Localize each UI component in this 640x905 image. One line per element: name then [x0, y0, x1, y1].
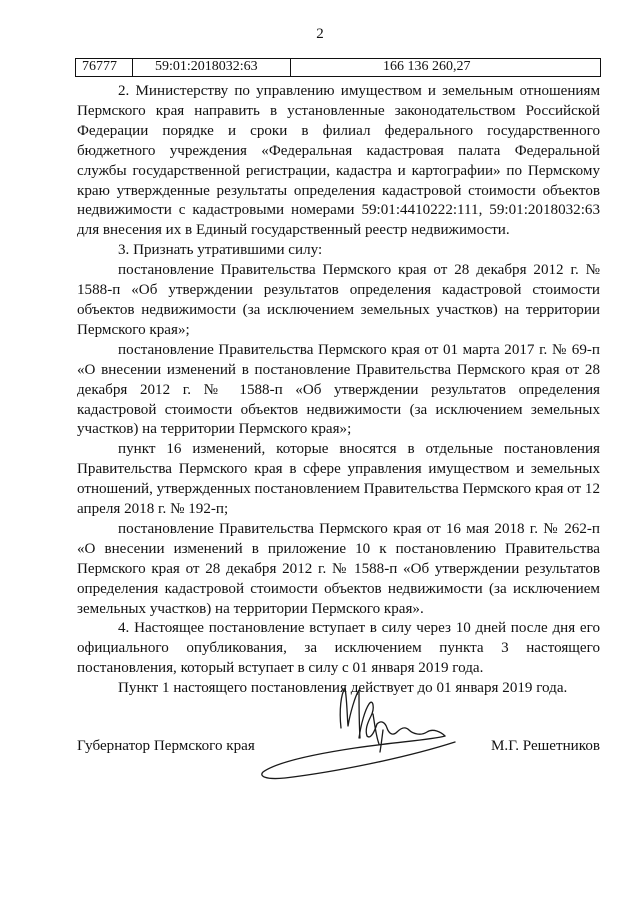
signature-block [77, 738, 600, 758]
handwritten-signature [255, 680, 515, 788]
table-cell-cadastral-number: 59:01:2018032:63 [133, 59, 291, 76]
signer-name: М.Г. Решетников [491, 738, 600, 754]
table-cell-number: 76777 [76, 59, 133, 76]
repealed-act-2: постановление Правительства Пермского края от 01 марта 2017 г. № 69-п «О внесении изменений в постановление Правительства Пермского края от 28 декабря 2012 г. № 1588-п «Об утверждении результатов определения кадастровой стоимости объектов недвижимости (за исключением земельных участков) на территории Пермского края»; [77, 341, 600, 438]
paragraph-item-3-heading: 3. Признать утратившими силу: [118, 242, 323, 259]
repealed-act-3: пункт 16 изменений, которые вносятся в отдельные постановления Правительства Пермского края в сфере управления имуществом и земельных отношений, утвержденных постановлением Правительства Пермского края от 12 апреля 2018 г. № 192-п; [77, 441, 600, 518]
repealed-act-1: постановление Правительства Пермского края от 28 декабря 2012 г. № 1588-п «Об утверждении результатов определения кадастровой стоимости объектов недвижимости (за исключением земельных участков) на территории Пермского края»; [77, 262, 600, 338]
cadastral-value-table [75, 58, 601, 77]
repealed-act-4: постановление Правительства Пермского края от 16 мая 2018 г. № 262-п «О внесении изменений в приложение 10 к постановлению Правительства Пермского края от 28 декабря 2012 г. № 1588-п «Об утверждении результатов определения кадастровой стоимости объектов недвижимости (за исключением земельных участков) на территории Пермского края». [77, 520, 600, 617]
signer-position: Губернатор Пермского края [77, 738, 255, 754]
table-cell-cadastral-value: 166 136 260,27 [383, 59, 471, 74]
paragraph-item-2: 2. Министерству по управлению имуществом и земельным отношениям Пермского края направить в установленные законодательством Российской Федерации порядке и сроки в филиал федерального государственного бюджетного учреждения «Федеральная кадастровая палата Федеральной службы государственной регистрации, кадастра и картографии» по Пермскому краю утвержденные результаты определения кадастровой стоимости объектов недвижимости с кадастровыми номерами 59:01:4410222:111, 59:01:2018032:63 для внесения их в Единый государственный реестр недвижимости. [77, 83, 600, 239]
resolution-body [77, 82, 600, 699]
page-number: 2 [316, 26, 324, 42]
paragraph-item-4: 4. Настоящее постановление вступает в силу через 10 дней после дня его официального опубликования, за исключением пункта 3 настоящего постановления, который вступает в силу с 01 января 2019 года. [77, 620, 600, 677]
paragraph-validity-note: Пункт 1 настоящего постановления действует до 01 января 2019 года. [118, 680, 568, 697]
